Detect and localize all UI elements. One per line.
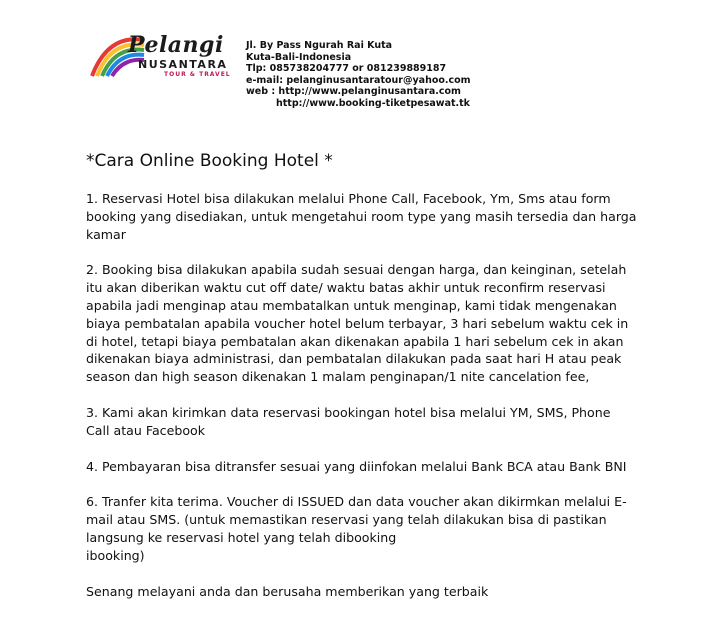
text-line: kamar bbox=[86, 226, 126, 242]
company-logo bbox=[88, 30, 238, 90]
document-body bbox=[86, 150, 646, 600]
text-line: booking yang disediakan, untuk mengetahui room type yang masih tersedia dan harga bbox=[86, 208, 637, 224]
letterhead bbox=[0, 0, 728, 120]
text-line: 2. Booking bisa dilakukan apabila sudah sesuai dengan harga, dan keinginan, setelah bbox=[86, 262, 627, 278]
paragraph-5 bbox=[86, 493, 646, 564]
text-line: langsung ke reservasi hotel yang telah dibooking bbox=[86, 529, 397, 545]
web-line: web : http://www.pelanginusantara.com bbox=[246, 86, 461, 98]
paragraph-1 bbox=[86, 190, 646, 243]
text-line: dikenakan biaya administrasi, dan pembatalan dilakukan pada saat hari H atau peak bbox=[86, 351, 622, 367]
phone-line: Tlp: 085738204777 or 081239889187 bbox=[246, 63, 447, 75]
paragraph-2 bbox=[86, 261, 646, 386]
logo-tagline: TOUR & TRAVEL bbox=[164, 71, 231, 78]
web-line-2: http://www.booking-tiketpesawat.tk bbox=[276, 97, 470, 109]
text-line: itu akan diberikan waktu cut off date/ waktu batas akhir untuk reconfirm reservasi bbox=[86, 280, 606, 296]
text-line: 4. Pembayaran bisa ditransfer sesuai yang diinfokan melalui Bank BCA atau Bank BNI bbox=[86, 458, 627, 474]
city-line: Kuta-Bali-Indonesia bbox=[246, 51, 352, 63]
address-line: Jl. By Pass Ngurah Rai Kuta bbox=[246, 40, 393, 51]
text-line: Call atau Facebook bbox=[86, 422, 206, 438]
text-line: mail atau SMS. (untuk memastikan reservasi yang telah dilakukan bisa di pastikan bbox=[86, 512, 607, 528]
closing-line: Senang melayani anda dan berusaha memberikan yang terbaik bbox=[86, 583, 489, 599]
text-line: apabila jadi menginap atau membatalkan untuk menginap, kami tidak mengenakan bbox=[86, 297, 617, 313]
text-line: di hotel, tetapi biaya pembatalan akan dikenakan apabila 1 hari sebelum cek in akan bbox=[86, 333, 624, 349]
contact-block bbox=[246, 40, 471, 110]
email-line: e-mail: pelanginusantaratour@yahoo.com bbox=[246, 74, 471, 86]
text-line: season dan high season dikenakan 1 malam penginapan/1 nite cancelation fee, bbox=[86, 369, 590, 385]
text-line: 1. Reservasi Hotel bisa dilakukan melalui Phone Call, Facebook, Ym, Sms atau form bbox=[86, 191, 611, 206]
text-line: ibooking) bbox=[86, 547, 145, 563]
text-line: 6. Tranfer kita terima. Voucher di ISSUED dan data voucher akan dikirmkan melalui E- bbox=[86, 494, 627, 510]
paragraph-4 bbox=[86, 458, 646, 476]
logo-subtitle: NUSANTARA bbox=[138, 58, 228, 71]
logo-title: Pelangi bbox=[128, 32, 224, 58]
document-title: *Cara Online Booking Hotel * bbox=[86, 151, 333, 171]
paragraph-3 bbox=[86, 404, 646, 440]
text-line: biaya pembatalan apabila voucher hotel belum terbayar, 3 hari sebelum waktu cek in bbox=[86, 315, 629, 331]
text-line: 3. Kami akan kirimkan data reservasi bookingan hotel bisa melalui YM, SMS, Phone bbox=[86, 404, 611, 420]
